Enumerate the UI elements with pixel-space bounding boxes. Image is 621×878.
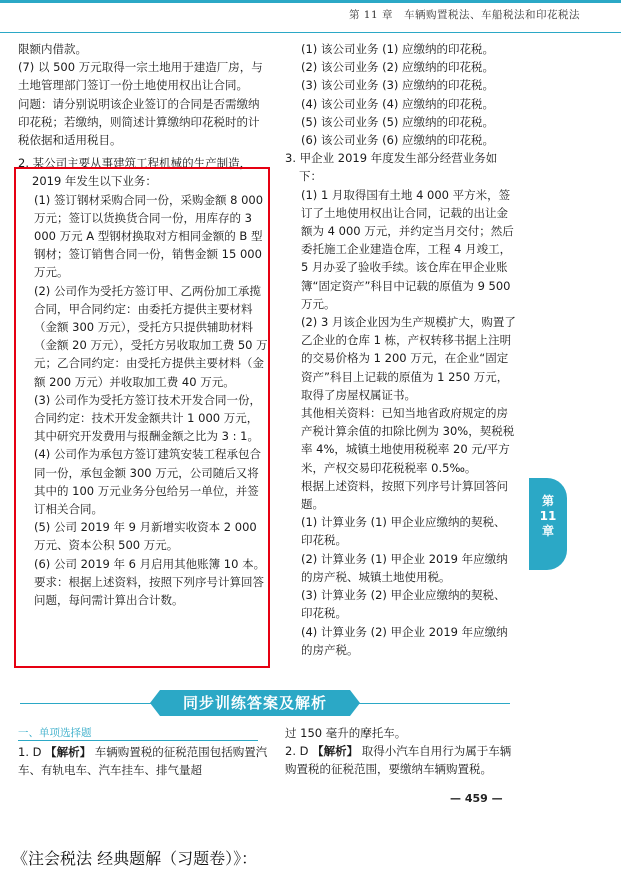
question-2-requirement: 要求：根据上述资料，按照下列序号计算回答问题，每问需计算出合计数。: [34, 574, 264, 608]
question-2-item: (4) 公司作为承包方签订建筑安装工程承包合同一份，承包金额 300 万元，公司随后又将其中的 100 万元业务分包给另一单位，并签订相关合同。: [34, 447, 261, 517]
question-item: (2) 该公司业务 (2) 应缴纳的印花税。: [301, 60, 495, 75]
page-number: — 459 —: [450, 792, 503, 805]
question-2-item: (2) 公司作为受托方签订甲、乙两份加工承揽合同，甲合同约定：由委托方提供主要材料（金额 300 万元），受托方只提供辅助材料（金额 20 万元），受托方另收取加工费 50 万元；乙合同约定：由受托方提供主要材料（金额 200 万元）并收取加工费 40 万元。: [34, 283, 268, 389]
answer-number: 2. D: [285, 744, 309, 759]
question-3-item: (1) 1 月取得国有土地 4 000 平方米，签订了土地使用权出让合同，记载的出让金额为 4 000 万元，并约定当月交付；然后委托施工企业建造仓库，工程 4 月竣工，5 月办妥了验收手续。该仓库在甲企业账簿“固定资产”科目中记载的原值为 9 500 万元。: [301, 187, 514, 311]
question-3-item: (1) 计算业务 (1) 甲企业应缴纳的契税、印花税。: [301, 515, 506, 548]
section-title: 一、单项选择题: [18, 727, 92, 739]
paragraph: 限额内借款。: [18, 42, 87, 56]
question-item: (3) 该公司业务 (3) 应缴纳的印花税。: [301, 78, 495, 93]
question-3-item: (2) 计算业务 (1) 甲企业 2019 年应缴纳的房产税、城镇土地使用税。: [301, 551, 508, 584]
answer-1: [18, 743, 270, 779]
question-3-stem: 3. 甲企业 2019 年度发生部分经营业务如下：: [285, 151, 498, 184]
answer-2: [285, 724, 517, 779]
book-caption: 《注会税法 经典题解（习题卷）》：: [12, 849, 258, 868]
question-2-stem: 2. 某公司主要从事建筑工程机械的生产制造，2019 年发生以下业务：: [18, 156, 252, 189]
chapter-tab-line: 章: [541, 524, 554, 538]
question-2-item: (3) 公司作为受托方签订技术开发合同一份，合同约定：技术开发金额共计 1 000 万元，其中研究开发费用与报酬金额之比为 3 : 1。: [34, 392, 261, 444]
question-3-note: 其他相关资料：已知当地省政府规定的房产税计算余值的扣除比例为 30%，契税税率 4%，城镇土地使用税税率 20 元/平方米，产权交易印花税税率 0.5‰。: [301, 406, 515, 475]
paragraph: (7) 以 500 万元取得一宗土地用于建造厂房，与土地管理部门签订一份土地使用权出让合同。: [18, 60, 263, 93]
analysis-tag: 【解析】: [312, 744, 359, 759]
highlight-box: [14, 167, 270, 668]
top-accent-strip: [0, 0, 621, 3]
answer-text: 车辆购置税的征税范围包括购置汽车、有轨电车、汽车挂车、排气量超: [18, 745, 268, 778]
running-header: 第 11 章 车辆购置税法、车船税法和印花税法: [348, 9, 580, 21]
answer-text: 取得小汽车自用行为属于车辆购置税的征税范围，要缴纳车辆购置税。: [285, 744, 512, 777]
answer-number: 1. D: [18, 745, 42, 759]
chapter-tab-line: 第: [541, 494, 554, 508]
question-3-note: 根据上述资料，按照下列序号计算回答问题。: [301, 478, 508, 512]
question-2-item: (5) 公司 2019 年 9 月新增实收资本 2 000 万元、资本公积 500 万元。: [34, 520, 257, 553]
question-3-item: (4) 计算业务 (2) 甲企业 2019 年应缴纳的房产税。: [301, 624, 508, 657]
right-column: [285, 40, 517, 659]
question-2-item: (6) 公司 2019 年 6 月启用其他账簿 10 本。: [34, 556, 266, 571]
answers-banner: 同步训练答案及解析: [160, 690, 350, 716]
chapter-tab[interactable]: [529, 478, 567, 570]
question-item: (4) 该公司业务 (4) 应缴纳的印花税。: [301, 96, 495, 111]
question-3-item: (3) 计算业务 (2) 甲企业应缴纳的契税、印花税。: [301, 588, 506, 621]
paragraph: 问题：请分别说明该企业签订的合同是否需缴纳印花税；若缴纳，则简述计算缴纳印花税时的计税依据和适用税目。: [18, 96, 260, 148]
header-rule: [0, 32, 621, 33]
question-item: (5) 该公司业务 (5) 应缴纳的印花税。: [301, 114, 495, 129]
question-item: (1) 该公司业务 (1) 应缴纳的印花税。: [301, 42, 495, 56]
question-2-item: (1) 签订钢材采购合同一份，采购金额 8 000 万元；签订以货换货合同一份，用库存的 3 000 万元 A 型钢材换取对方相同金额的 B 型钢材；签订销售合同一份，销售金额 15 000 万元。: [34, 192, 264, 280]
answer-continuation: 过 150 毫升的摩托车。: [285, 726, 407, 740]
question-3-item: (2) 3 月该企业因为生产规模扩大，购置了乙企业的仓库 1 栋，产权转移书据上注明的交易价格为 1 200 万元，在企业“固定资产”科目上记载的原值为 1 250 万元，取得了房屋权属证书。: [301, 315, 516, 402]
analysis-tag: 【解析】: [45, 745, 92, 759]
answers-banner-area: [0, 690, 621, 718]
section-underline: [18, 740, 258, 741]
chapter-tab-line: 11: [539, 509, 557, 523]
question-item: (6) 该公司业务 (6) 应缴纳的印花税。: [301, 133, 495, 148]
